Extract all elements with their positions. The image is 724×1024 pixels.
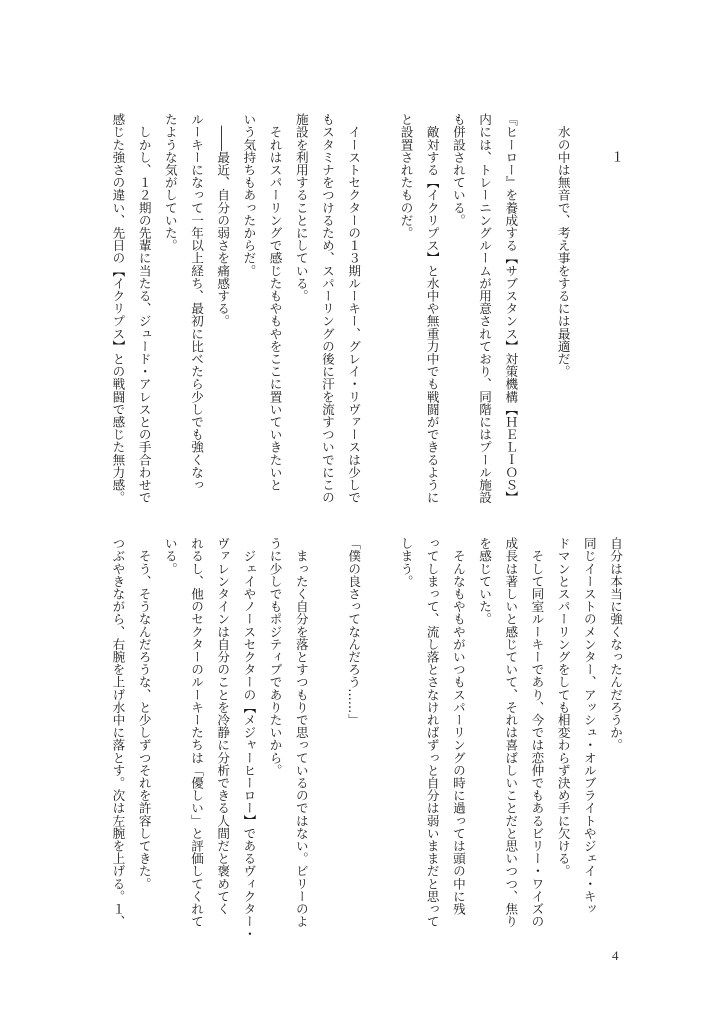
lower-text-block <box>104 537 628 941</box>
text-column: うに少しでもポジティブでありたいから。 <box>267 537 283 777</box>
page-number: 4 <box>612 948 619 963</box>
text-column: つぶやきながら、右腕を上げ水中に落とす。次は左腕を上げる。１、 <box>110 537 126 928</box>
text-column <box>314 537 340 932</box>
text-column: 同じイーストのメンター、アッシュ・オルブライトやジェイ・キッ <box>581 537 597 915</box>
text-column <box>576 113 602 508</box>
text-column: しかし、１２期の先輩に当たる、ジュード・アレスとの手合わせで <box>136 113 152 504</box>
text-column: 『ヒーロー』を養成する【サブスタンス】対策機構【ＨＥＬＩＯＳ】 <box>503 113 519 504</box>
text-column: 「僕の良さってなんだろう……」 <box>346 537 362 726</box>
text-column: 敵対する【イクリプス】と水中や無重力中でも戦闘ができるように <box>424 113 440 504</box>
text-column: それはスパーリングで感じたもやもやをここに置いていきたいと <box>267 113 283 491</box>
text-column: れるし、他のセクターのルーキーたちは「優しい」と評価してくれて <box>189 537 204 928</box>
text-column: しまう。 <box>398 537 414 588</box>
text-column: ルーキーになって一年以上経ち、最初に比べたら少しでも強くなっ <box>189 113 204 491</box>
text-column: いう気持ちもあったからだ。 <box>241 113 257 277</box>
text-column: ってしまって、流し落とさなければずっと自分は弱いままだと思って <box>424 537 440 928</box>
text-column <box>366 113 392 508</box>
text-column: イーストセクターの１３期ルーキー、グレイ・リヴァースは少しで <box>346 113 362 504</box>
chapter-heading: １ <box>608 150 623 163</box>
text-column: そんなもやもやがいつもスパーリングの時に過っては頭の中に残 <box>450 537 466 915</box>
text-column: も併設されている。 <box>450 113 466 227</box>
text-column: そして同室ルーキーであり、今では恋仲でもあるビリー・ワイズの <box>529 537 545 928</box>
text-column: ――最近、自分の弱さを痛感する。 <box>215 113 231 328</box>
text-column: ドマンとスパーリングをしても相変わらず決め手に欠ける。 <box>555 537 571 878</box>
text-column: 自分は本当に強くなったんだろうか。 <box>608 537 623 752</box>
text-column: 内には、トレーニングルームが用意されており、同階にはプール施設 <box>477 113 493 504</box>
upper-text-block <box>104 113 628 508</box>
text-column <box>366 537 392 932</box>
text-column <box>523 113 549 508</box>
text-column: もスタミナをつけるため、スパーリングの後に汗を流すついでにこの <box>319 113 335 504</box>
text-column: を感じていた。 <box>477 537 493 626</box>
text-column: まったく自分を落とすつもりで思っているのではない。ビリーのよ <box>293 537 309 928</box>
text-column: ヴァレンタインは自分のことを冷静に分析できる人間だと褒めてく <box>215 537 231 915</box>
text-column: 感じた強さの違い、先日の【イクリプス】との戦闘で感じた無力感。 <box>110 113 126 504</box>
text-column: たような気がしていた。 <box>162 113 178 252</box>
text-column: そう、そうなんだろうな、と少しずつそれを許容してきた。 <box>136 537 152 890</box>
text-column: 施設を利用することにしている。 <box>293 113 309 302</box>
text-column: と設置されたものだ。 <box>398 113 414 239</box>
text-column: ジェイやノースセクターの【メジャーヒーロー】であるヴィクター・ <box>241 537 257 941</box>
text-column: 水の中は無音で、考え事をするには最適だ。 <box>555 113 571 378</box>
text-column: 成長は著しいと感じていて、それは喜ばしいことだと思いつつ、焦り <box>503 537 519 928</box>
text-column: いる。 <box>162 537 178 575</box>
